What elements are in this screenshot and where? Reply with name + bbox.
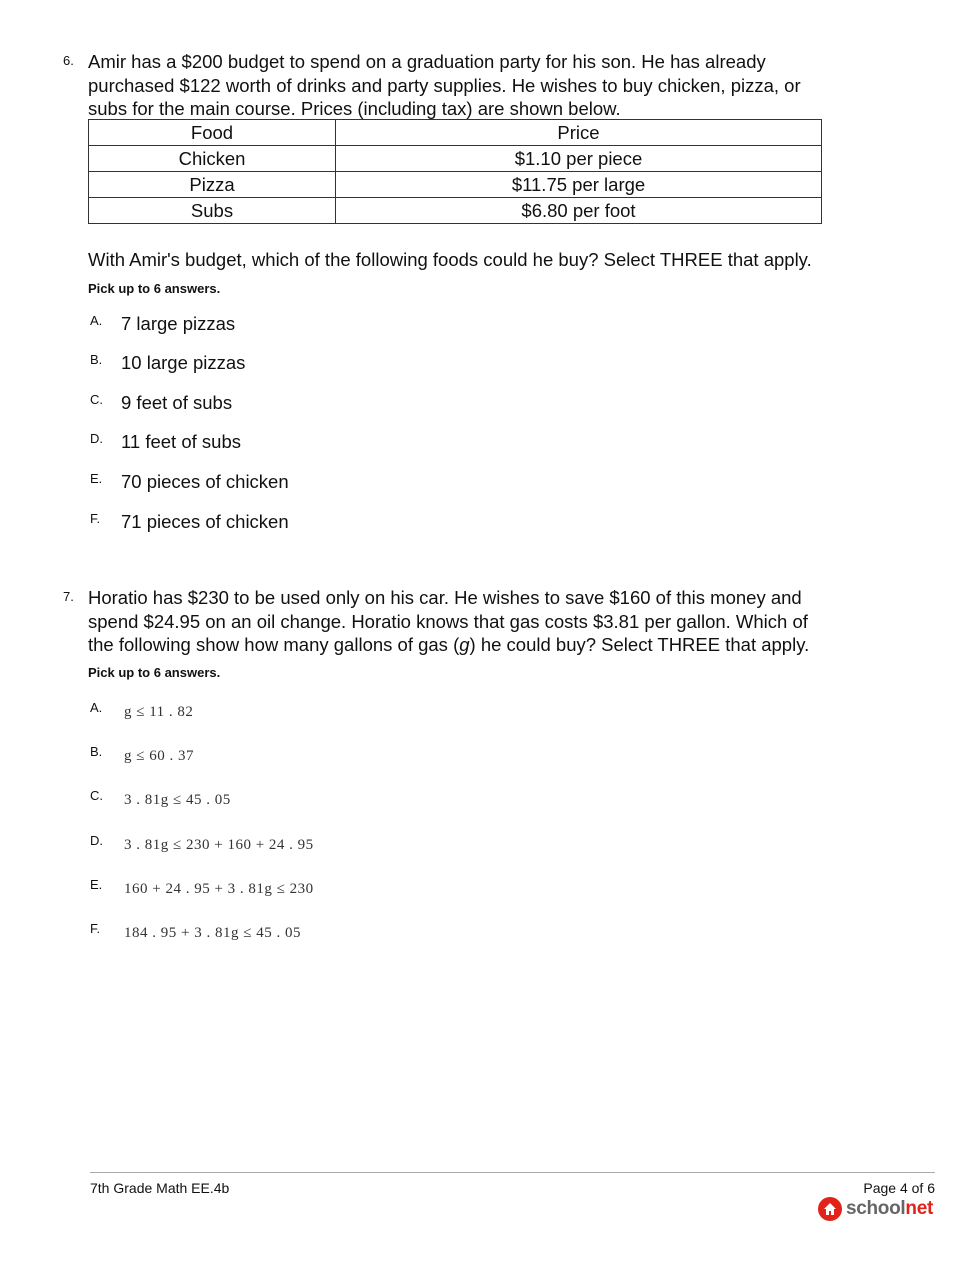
table-header-row bbox=[89, 120, 822, 146]
price-table bbox=[88, 119, 822, 224]
question-stem bbox=[88, 586, 828, 657]
stem-text: the following show how many gallons of gas ( bbox=[88, 634, 460, 655]
question-number: 7. bbox=[63, 589, 74, 604]
option-letter: B. bbox=[90, 744, 103, 759]
answer-option-e[interactable] bbox=[0, 471, 979, 495]
option-math: g ≤ 11 . 82 bbox=[124, 704, 194, 720]
table-cell: Pizza bbox=[89, 172, 336, 198]
option-letter: E. bbox=[90, 877, 103, 892]
option-letter: C. bbox=[90, 392, 103, 407]
option-math: 184 . 95 + 3 . 81g ≤ 45 . 05 bbox=[124, 925, 301, 941]
logo-text: school bbox=[845, 1198, 906, 1219]
table-cell: Subs bbox=[89, 198, 336, 224]
option-letter: F. bbox=[90, 511, 101, 526]
question-prompt: With Amir's budget, which of the following foods could he buy? Select THREE that apply. bbox=[88, 249, 812, 270]
table-row bbox=[89, 198, 822, 224]
option-text: 7 large pizzas bbox=[121, 313, 236, 334]
option-letter: A. bbox=[90, 313, 103, 328]
table-cell: Chicken bbox=[89, 146, 336, 172]
table-header-cell: Price bbox=[336, 120, 822, 146]
option-text: 11 feet of subs bbox=[121, 431, 241, 452]
logo-text: net bbox=[905, 1198, 933, 1219]
table-cell: $6.80 per foot bbox=[336, 198, 822, 224]
answer-option-a[interactable] bbox=[0, 700, 979, 724]
option-letter: C. bbox=[90, 788, 103, 803]
answer-option-d[interactable] bbox=[0, 431, 979, 455]
answer-option-f[interactable] bbox=[0, 511, 979, 535]
answer-option-a[interactable] bbox=[0, 313, 979, 337]
page-number: Page 4 of 6 bbox=[863, 1180, 935, 1196]
stem-line: subs for the main course. Prices (including tax) are shown below. bbox=[88, 98, 621, 119]
option-letter: A. bbox=[90, 700, 103, 715]
option-text: 70 pieces of chicken bbox=[121, 471, 289, 492]
option-text: 10 large pizzas bbox=[121, 352, 246, 373]
variable-g: g bbox=[459, 634, 470, 655]
option-letter: F. bbox=[90, 921, 101, 936]
answer-option-f[interactable] bbox=[0, 921, 979, 945]
table-cell: $1.10 per piece bbox=[336, 146, 822, 172]
option-text: 71 pieces of chicken bbox=[121, 511, 289, 532]
option-letter: B. bbox=[90, 352, 103, 367]
answer-option-b[interactable] bbox=[0, 352, 979, 376]
pick-instructions: Pick up to 6 answers. bbox=[88, 665, 221, 680]
option-math: 3 . 81g ≤ 45 . 05 bbox=[124, 792, 231, 808]
stem-line: purchased $122 worth of drinks and party supplies. He wishes to buy chicken, pizza, or bbox=[88, 74, 801, 96]
footer-divider bbox=[90, 1172, 935, 1173]
table-cell: $11.75 per large bbox=[336, 172, 822, 198]
option-math: 160 + 24 . 95 + 3 . 81g ≤ 230 bbox=[124, 881, 314, 897]
stem-line bbox=[88, 633, 828, 657]
stem-line: spend $24.95 on an oil change. Horatio knows that gas costs $3.81 per gallon. Which of bbox=[88, 610, 808, 632]
answer-option-b[interactable] bbox=[0, 744, 979, 768]
answer-option-c[interactable] bbox=[0, 788, 979, 812]
option-letter: E. bbox=[90, 471, 103, 486]
option-text: 9 feet of subs bbox=[121, 392, 233, 413]
option-letter: D. bbox=[90, 833, 103, 848]
house-icon bbox=[818, 1197, 842, 1221]
schoolnet-logo bbox=[818, 1196, 933, 1222]
answer-option-c[interactable] bbox=[0, 392, 979, 416]
stem-line: Horatio has $230 to be used only on his car. He wishes to save $160 of this money and bbox=[88, 587, 802, 608]
question-stem bbox=[88, 50, 828, 121]
stem-text: ) he could buy? Select THREE that apply. bbox=[469, 634, 810, 655]
answer-option-d[interactable] bbox=[0, 833, 979, 857]
footer-title: 7th Grade Math EE.4b bbox=[90, 1180, 230, 1196]
table-header-cell: Food bbox=[89, 120, 336, 146]
option-math: 3 . 81g ≤ 230 + 160 + 24 . 95 bbox=[124, 837, 314, 853]
table-row bbox=[89, 172, 822, 198]
logo-wordmark bbox=[846, 1198, 933, 1220]
table-row bbox=[89, 146, 822, 172]
option-letter: D. bbox=[90, 431, 103, 446]
pick-instructions: Pick up to 6 answers. bbox=[88, 281, 221, 296]
question-number: 6. bbox=[63, 53, 74, 68]
answer-option-e[interactable] bbox=[0, 877, 979, 901]
option-math: g ≤ 60 . 37 bbox=[124, 748, 194, 764]
stem-line: Amir has a $200 budget to spend on a graduation party for his son. He has already bbox=[88, 51, 766, 72]
